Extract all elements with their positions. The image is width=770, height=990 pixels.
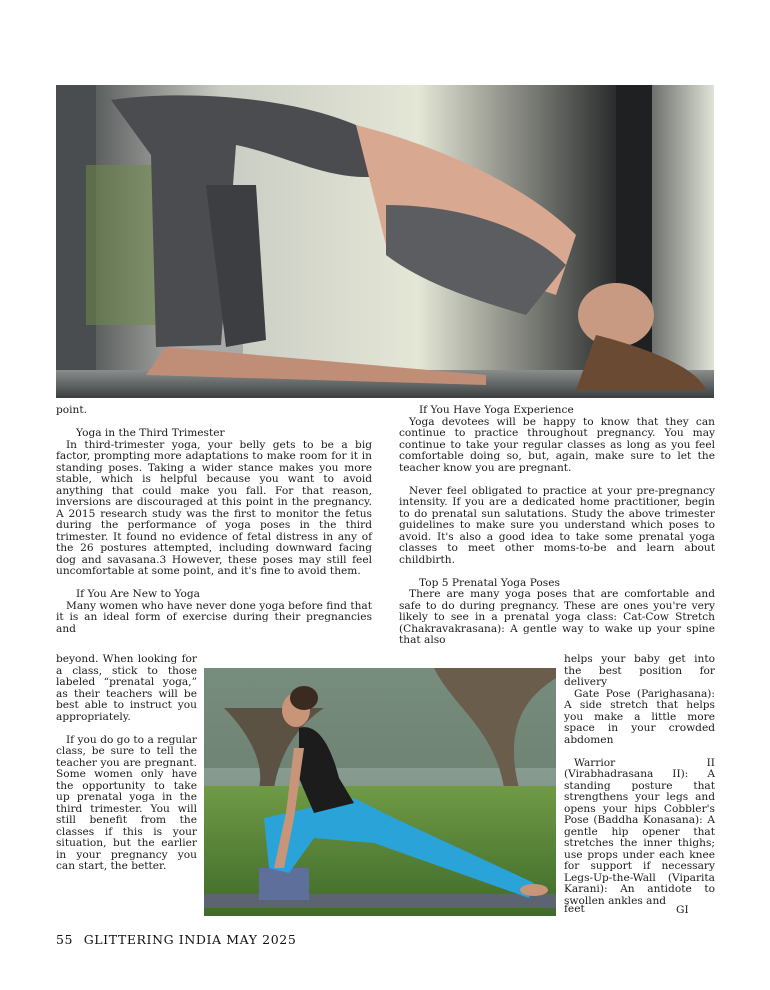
- lunge-pose-illustration: [204, 668, 556, 916]
- paragraph-top-5-poses-start: There are many yoga poses that are comfortable and safe to do during pregnancy. These are ones you're very likely to see in a prenatal yoga class: Cat-Cow Stretch (Chakravakrasana): A gentle way to wake up your spine that also: [399, 588, 715, 646]
- paragraph-new-to-yoga-end: beyond. When looking for a class, stick to those labeled “prenatal yoga,” as their teachers will be best able to instruct you appropriately.: [56, 653, 197, 723]
- continued-text: point.: [56, 404, 87, 416]
- bottom-photo: [204, 668, 556, 916]
- section-heading-new-to-yoga: If You Are New to Yoga: [76, 588, 200, 600]
- paragraph-third-trimester: In third-trimester yoga, your belly gets to be a big factor, prompting more adaptations to make room for it in standing poses. Taking a wider stance makes you more stable, which is helpful because you want to avoid anything that could make you fall. For that reason, inversions are discouraged at this point in the pregnancy. A 2015 research study was the first to monitor the fetus during the performance of yoga poses in the third trimester. It found no evidence of fetal distress in any of the 26 postures attempted, including downward facing dog and savasana.3 However, these poses may still feel uncomfortable at some point, and it's fine to avoid them.: [56, 438, 372, 577]
- bridge-pose-illustration: [56, 85, 714, 398]
- paragraph-top-5-poses-end: helps your baby get into the best position for delivery: [564, 653, 715, 688]
- paragraph-end-feet: feet: [564, 903, 585, 915]
- left-column-narrow: [56, 654, 197, 873]
- author-signature: GI: [676, 904, 689, 916]
- page-footer: [56, 932, 296, 947]
- paragraph-warrior-ii: Warrior II (Virabhadrasana II): A standing posture that strengthens your legs and opens your hips Cobbler's Pose (Baddha Konasana): A gentle hip opener that stretches the inner thighs; use props under each knee for support if necessary Legs-Up-the-Wall (Viparita Karani): An antidote to swollen ankles and: [564, 756, 715, 907]
- right-column-end: [564, 904, 624, 916]
- section-heading-top-5-poses: Top 5 Prenatal Yoga Poses: [419, 576, 560, 589]
- page-number: 55: [56, 932, 74, 947]
- paragraph-regular-class: If you do go to a regular class, be sure to tell the teacher you are pregnant. Some women only have the opportunity to take up prenatal yoga in the third trimester. You will still benefit from the classes if this is your situation, but the earlier in your pregnancy you can start, the better.: [56, 733, 197, 872]
- right-column: [399, 405, 715, 647]
- left-column: [56, 405, 372, 635]
- top-photo: [56, 85, 714, 398]
- section-heading-yoga-experience: If You Have Yoga Experience: [419, 404, 574, 416]
- section-heading-third-trimester: Yoga in the Third Trimester: [76, 427, 225, 439]
- publication-name: GLITTERING INDIA MAY 2025: [83, 932, 297, 947]
- paragraph-pre-pregnancy-intensity: Never feel obligated to practice at your pre-pregnancy intensity. If you are a dedicated home practitioner, begin to do prenatal sun salutations. Study the above trimester guidelines to make sure you understand which poses to avoid. It's also a good idea to take some prenatal yoga classes to meet other moms-to-be and learn about childbirth.: [399, 484, 715, 566]
- paragraph-new-to-yoga-start: Many women who have never done yoga before find that it is an ideal form of exercise during their pregnancies and: [56, 599, 372, 635]
- paragraph-gate-pose: Gate Pose (Parighasana): A side stretch that helps you make a little more space in your crowded abdomen: [564, 687, 715, 746]
- paragraph-yoga-experience: Yoga devotees will be happy to know that they can continue to practice throughout pregnancy. You may continue to take your regular classes as long as you feel comfortable doing so, but, again, make sure to let the teacher know you are pregnant.: [399, 415, 715, 474]
- right-column-narrow: [564, 654, 715, 907]
